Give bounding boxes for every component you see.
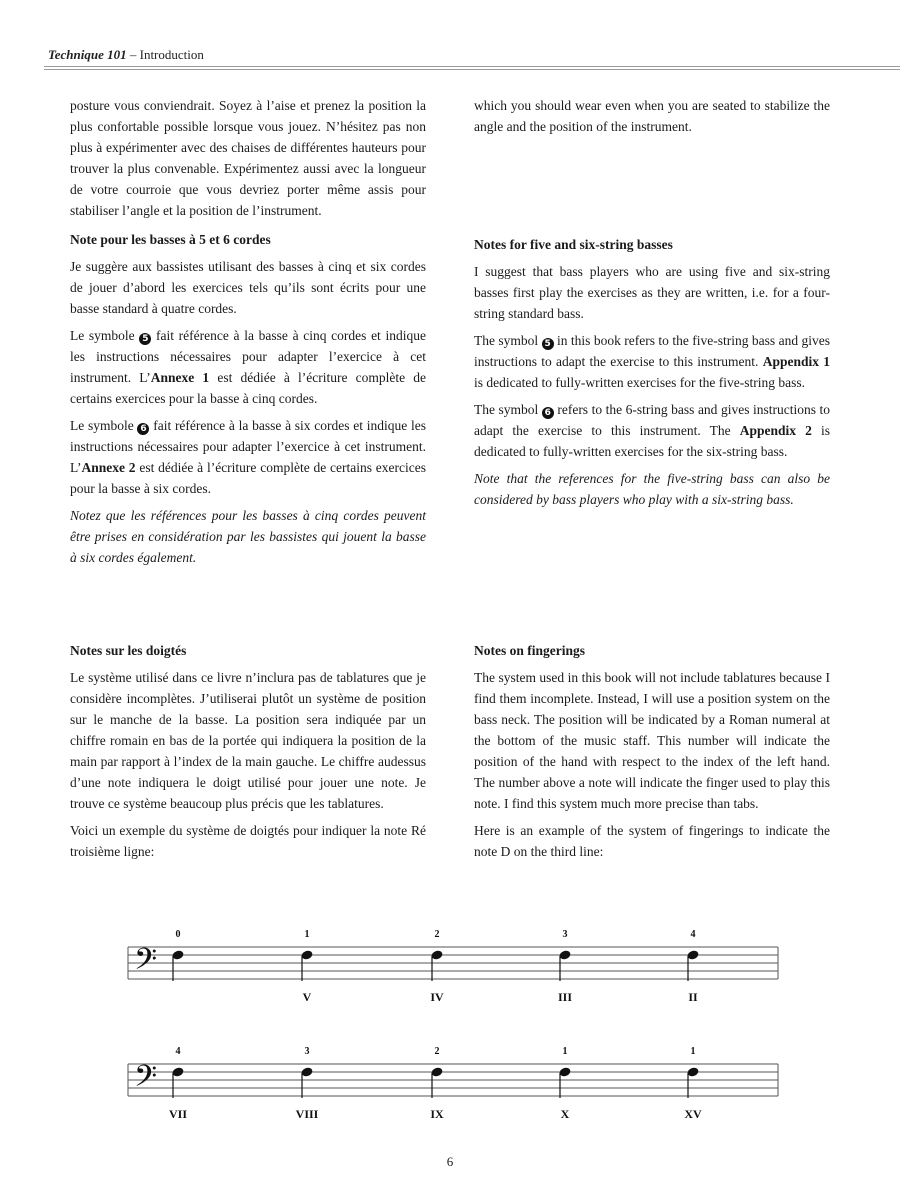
en-paragraph-4: The system used in this book will not include tablatures because I find them incomplete. Instead, I will use a position system on the bass neck. The position will be indicated by a Roman numeral at the bottom of the music staff. This number will indicate the position of the hand with respect to the index of the left hand. The number above a note will indicate the finger used to play this note. I find this system much more precise than tabs. <box>474 670 830 811</box>
page-number: 6 <box>446 1154 454 1169</box>
en-paragraph-1: I suggest that bass players who are using five and six-string basses first play the exercises as they are written, i.e. for a four-string standard bass. <box>474 264 830 321</box>
appendix-2-ref: Appendix 2 <box>739 423 812 438</box>
fr-paragraph-1: Je suggère aux bassistes utilisant des basses à cinq et six cordes de jouer d’abord les exercices tels qu’ils sont écrits pour une basse standard à quatre cordes. <box>70 259 426 316</box>
finger-number: 2 <box>434 1046 440 1057</box>
five-string-symbol-icon: 5 <box>542 338 554 350</box>
annexe-2-ref: Annexe 2 <box>81 460 136 475</box>
position-numeral: IV <box>430 990 444 1004</box>
finger-number: 0 <box>175 929 181 940</box>
en-paragraph-2: The symbol 5 in this book refers to the five-string bass and gives instructions to adapt the exercise to this instrument. Appendix 1 is dedicated to fully-written exercises for the five-string bass. <box>474 333 830 390</box>
five-string-symbol-icon: 5 <box>139 333 151 345</box>
finger-number: 1 <box>690 1046 696 1057</box>
finger-number: 4 <box>690 929 696 940</box>
bass-clef-icon: 𝄢 <box>134 1060 158 1101</box>
position-numeral: IX <box>430 1107 444 1121</box>
position-numeral: VIII <box>295 1107 319 1121</box>
en-note: Note that the references for the five-string bass can also be considered by bass players who play with a six-string bass. <box>474 471 830 507</box>
en-paragraph-3: The symbol 6 refers to the 6-string bass and gives instructions to adapt the exercise to this instrument. The Appendix 2 is dedicated to fully-written exercises for the six-string bass. <box>474 402 831 459</box>
position-numeral: XV <box>684 1107 702 1121</box>
finger-number: 4 <box>175 1046 181 1057</box>
fr-paragraph-3: Le symbole 6 fait référence à la basse à six cordes et indique les instructions nécessaires pour adapter l’exercice à cet instrument. L’Annexe 2 est dédiée à l’écriture complète de certains exercices pour la basse à six cordes. <box>70 418 426 496</box>
en-paragraph-5: Here is an example of the system of fingerings to indicate the note D on the third line: <box>474 823 830 859</box>
finger-number: 2 <box>434 929 440 940</box>
position-numeral: III <box>557 990 573 1004</box>
fr-paragraph-4: Le système utilisé dans ce livre n’inclura pas de tablatures que je considère incomplètes. J’utiliserai plutôt un système de position sur le manche de la basse. La position sera indiquée par un chiffre romain en bas de la portée qui indiquera la position de la main par rapport à l’index de la main gauche. Le chiffre audessus d’une note indiquera le doigt utilisé pour jouer une note. Je trouve ce système beaucoup plus précis que les tablatures. <box>70 670 426 811</box>
section-title: – Introduction <box>126 47 204 62</box>
en-intro-paragraph: which you should wear even when you are seated to stabilize the angle and the position of the instrument. <box>474 98 830 134</box>
fr-heading-basses: Note pour les basses à 5 et 6 cordes <box>70 232 271 247</box>
position-numeral: V <box>302 990 312 1004</box>
position-numeral: X <box>560 1107 570 1121</box>
fr-paragraph-5: Voici un exemple du système de doigtés pour indiquer la note Ré troisième ligne: <box>70 823 426 859</box>
position-numeral: VII <box>168 1107 188 1121</box>
fr-intro-paragraph: posture vous conviendrait. Soyez à l’aise et prenez la position la plus confortable possible lorsque vous jouez. N’hésitez pas non plus à expérimenter avec des chaises de différentes hauteurs pour trouver la plus convenable. Expérimentez aussi avec la longueur de votre courroie que vous devriez porter même assis pour stabiliser l’angle et la position de l’instrument. <box>70 98 426 218</box>
fr-paragraph-2: Le symbole 5 fait référence à la basse à cinq cordes et indique les instructions nécessaires pour adapter l’exercice à cet instrument. L’Annexe 1 est dédiée à l’écriture complète de certains exercices pour la basse à cinq cordes. <box>70 328 427 406</box>
finger-number: 1 <box>304 929 310 940</box>
bass-clef-icon: 𝄢 <box>134 943 158 984</box>
fr-note: Notez que les références pour les basses à cinq cordes peuvent être prises en considération par les bassistes qui jouent la basse à six cordes également. <box>70 508 426 565</box>
en-heading-fingerings: Notes on fingerings <box>474 643 585 658</box>
appendix-1-ref: Appendix 1 <box>762 354 830 369</box>
finger-number: 3 <box>304 1046 310 1057</box>
position-numeral: II <box>688 990 698 1004</box>
annexe-1-ref: Annexe 1 <box>150 370 210 385</box>
finger-number: 3 <box>562 929 568 940</box>
fr-heading-fingerings: Notes sur les doigtés <box>70 643 187 658</box>
finger-number: 1 <box>562 1046 568 1057</box>
book-title: Technique 101 <box>48 47 127 62</box>
six-string-symbol-icon: 6 <box>542 407 554 419</box>
six-string-symbol-icon: 6 <box>137 423 149 435</box>
en-heading-basses: Notes for five and six-string basses <box>474 237 673 252</box>
